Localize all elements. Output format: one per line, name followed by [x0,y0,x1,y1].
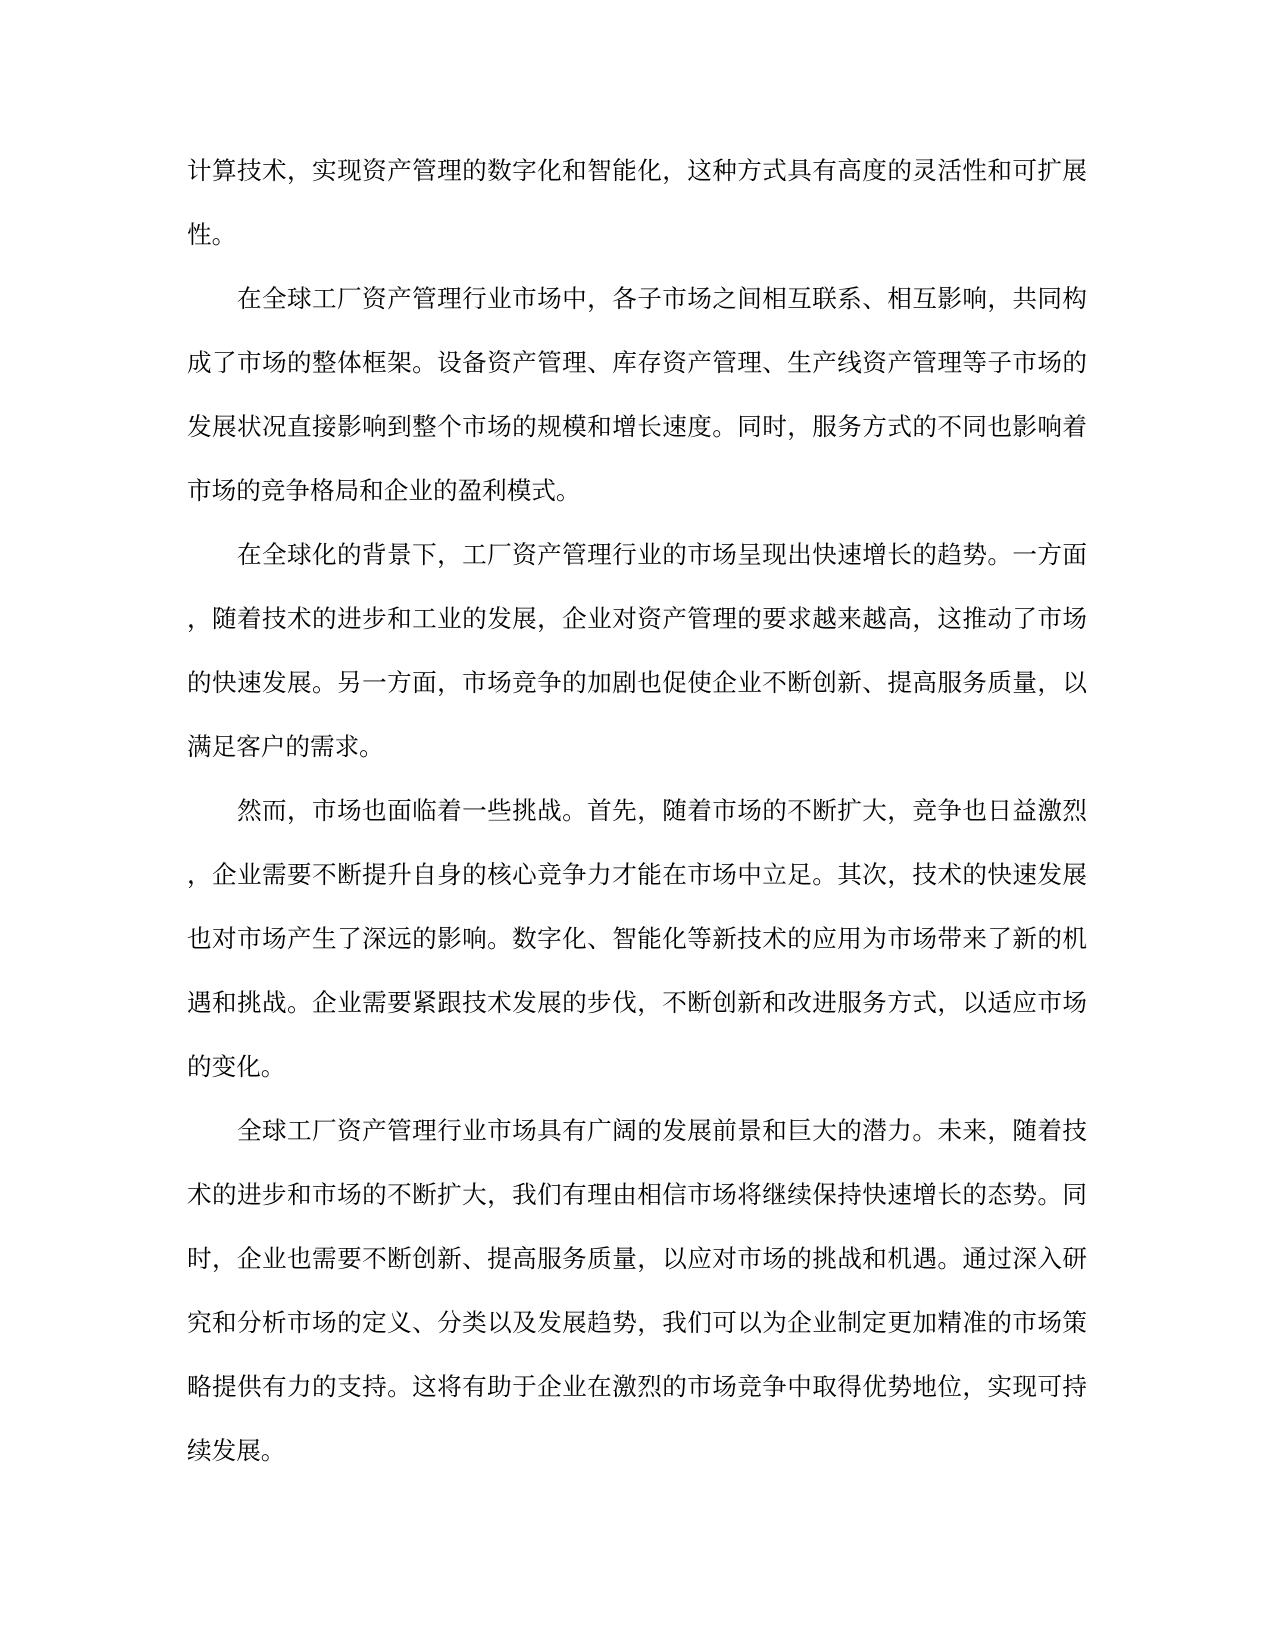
text-line: 时，企业也需要不断创新、提高服务质量，以应对市场的挑战和机遇。通过深入研 [187,1246,1087,1273]
text-line: 续发展。 [187,1438,286,1465]
text-line: 的变化。 [187,1054,286,1081]
text-line: 究和分析市场的定义、分类以及发展趋势，我们可以为企业制定更加精准的市场策 [187,1310,1087,1337]
text-line: 成了市场的整体框架。设备资产管理、库存资产管理、生产线资产管理等子市场的 [187,350,1087,377]
text-line: 发展状况直接影响到整个市场的规模和增长速度。同时，服务方式的不同也影响着 [187,414,1087,441]
text-line: 然而，市场也面临着一些挑战。首先，随着市场的不断扩大，竞争也日益激烈 [237,798,1087,825]
text-line: 术的进步和市场的不断扩大，我们有理由相信市场将继续保持快速增长的态势。同 [187,1182,1087,1209]
text-line: 计算技术，实现资产管理的数字化和智能化，这种方式具有高度的灵活性和可扩展 [187,158,1087,185]
text-line: 满足客户的需求。 [187,734,384,761]
text-line: 全球工厂资产管理行业市场具有广阔的发展前景和巨大的潜力。未来，随着技 [237,1118,1087,1145]
text-line: 在全球工厂资产管理行业市场中，各子市场之间相互联系、相互影响，共同构 [237,286,1087,313]
text-line: 也对市场产生了深远的影响。数字化、智能化等新技术的应用为市场带来了新的机 [187,926,1087,953]
text-line: 性。 [187,222,237,249]
text-line: ，随着技术的进步和工业的发展，企业对资产管理的要求越来越高，这推动了市场 [187,606,1087,633]
text-line: 市场的竞争格局和企业的盈利模式。 [187,478,581,505]
text-line: 的快速发展。另一方面，市场竞争的加剧也促使企业不断创新、提高服务质量，以 [187,670,1087,697]
text-line: ，企业需要不断提升自身的核心竞争力才能在市场中立足。其次，技术的快速发展 [187,862,1087,889]
text-line: 遇和挑战。企业需要紧跟技术发展的步伐，不断创新和改进服务方式，以适应市场 [187,990,1087,1017]
document-text [187,140,1087,1484]
text-line: 在全球化的背景下，工厂资产管理行业的市场呈现出快速增长的趋势。一方面 [237,542,1087,569]
text-line: 略提供有力的支持。这将有助于企业在激烈的市场竞争中取得优势地位，实现可持 [187,1374,1087,1401]
